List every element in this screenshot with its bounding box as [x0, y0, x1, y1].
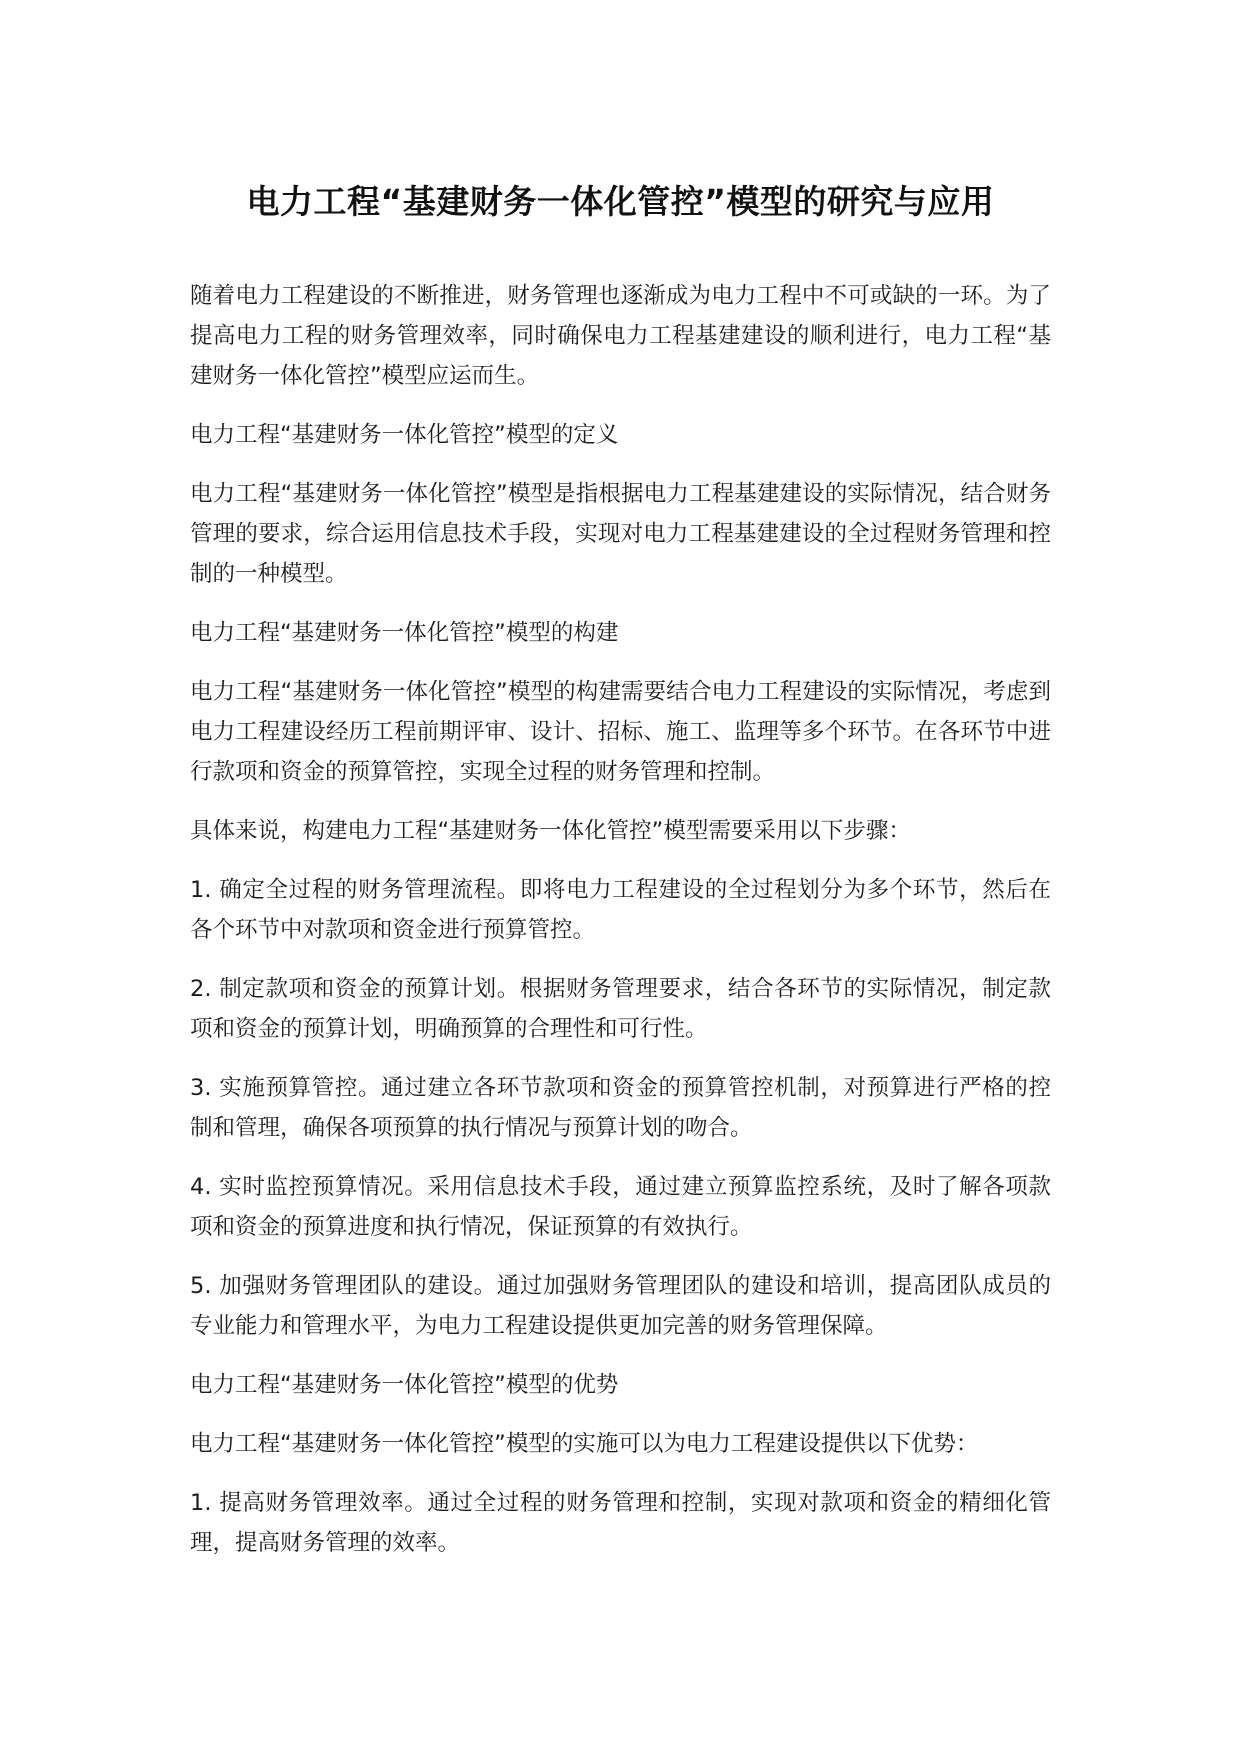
construction-paragraph: 电力工程“基建财务一体化管控”模型的构建需要结合电力工程建设的实际情况，考虑到电力工程建设经历工程前期评审、设计、招标、施工、监理等多个环节。在各环节中进行款项和资金的预算管控，实现全过程的财务管理和控制。 [190, 679, 1051, 785]
section-heading-definition: 电力工程“基建财务一体化管控”模型的定义 [190, 422, 619, 448]
step-item-4: 4. 实时监控预算情况。采用信息技术手段，通过建立预算监控系统，及时了解各项款项和资金的预算进度和执行情况，保证预算的有效执行。 [190, 1174, 1051, 1240]
step-item-2: 2. 制定款项和资金的预算计划。根据财务管理要求，结合各环节的实际情况，制定款项和资金的预算计划，明确预算的合理性和可行性。 [190, 976, 1051, 1042]
section-heading-construction: 电力工程“基建财务一体化管控”模型的构建 [190, 620, 619, 646]
advantages-intro-paragraph: 电力工程“基建财务一体化管控”模型的实施可以为电力工程建设提供以下优势： [190, 1431, 979, 1457]
step-item-3: 3. 实施预算管控。通过建立各环节款项和资金的预算管控机制，对预算进行严格的控制和管理，确保各项预算的执行情况与预算计划的吻合。 [190, 1075, 1051, 1141]
intro-paragraph: 随着电力工程建设的不断推进，财务管理也逐渐成为电力工程中不可或缺的一环。为了提高电力工程的财务管理效率，同时确保电力工程基建建设的顺利进行，电力工程“基建财务一体化管控”模型应运而生。 [190, 283, 1051, 389]
section-heading-advantages: 电力工程“基建财务一体化管控”模型的优势 [190, 1372, 619, 1398]
step-item-5: 5. 加强财务管理团队的建设。通过加强财务管理团队的建设和培训，提高团队成员的专业能力和管理水平，为电力工程建设提供更加完善的财务管理保障。 [190, 1273, 1051, 1339]
advantage-item-1: 1. 提高财务管理效率。通过全过程的财务管理和控制，实现对款项和资金的精细化管理，提高财务管理的效率。 [190, 1490, 1051, 1556]
definition-paragraph: 电力工程“基建财务一体化管控”模型是指根据电力工程基建建设的实际情况，结合财务管理的要求，综合运用信息技术手段，实现对电力工程基建建设的全过程财务管理和控制的一种模型。 [190, 481, 1051, 587]
steps-intro-paragraph: 具体来说，构建电力工程“基建财务一体化管控”模型需要采用以下步骤： [190, 818, 911, 844]
step-item-1: 1. 确定全过程的财务管理流程。即将电力工程建设的全过程划分为多个环节，然后在各个环节中对款项和资金进行预算管控。 [190, 877, 1051, 943]
document-body [190, 276, 1051, 1563]
document-title: 电力工程“基建财务一体化管控”模型的研究与应用 [246, 182, 995, 221]
